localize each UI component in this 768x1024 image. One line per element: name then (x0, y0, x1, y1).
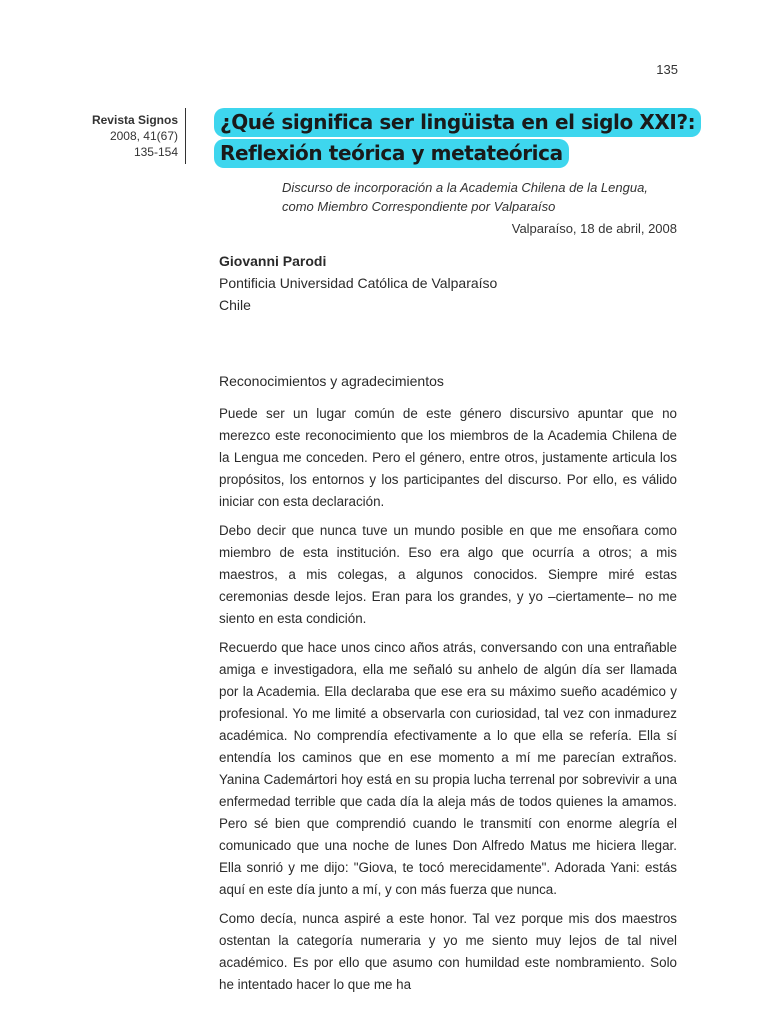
date-line: Valparaíso, 18 de abril, 2008 (511, 221, 677, 236)
author-block (219, 250, 497, 316)
subtitle-line-1: Discurso de incorporación a la Academia Chilena de la Lengua, (282, 180, 648, 195)
title-line-2: Reflexión teórica y metateórica (214, 139, 569, 168)
journal-pages: 135-154 (133, 145, 178, 159)
subtitle (282, 178, 648, 216)
author-country: Chile (219, 297, 251, 313)
paragraph: Debo decir que nunca tuve un mundo posible en que me ensoñara como miembro de esta institución. Eso era algo que ocurría a otros; a mis maestros, a mis colegas, a algunos conocidos. Siempre miré estas ceremonias desde lejos. Eran para los grandes, y yo –ciertamente– no me siento en esta condición. (219, 523, 677, 626)
paragraph: Recuerdo que hace unos cinco años atrás, conversando con una entrañable amiga e investigadora, ella me señaló su anhelo de algún día ser llamada por la Academia. Ella declaraba que ese era su máximo sueño académico y profesional. Yo me limité a observarla con curiosidad, tal vez con inmadurez académica. No comprendía efectivamente a lo que ella se refería. Ella sí entendía los caminos que en ese momento a mí me parecían extraños. Yanina Cademártori hoy está en su propia lucha terrenal por sobrevivir a una enfermedad terrible que cada día la aleja más de todos quienes la amamos. Pero sé bien que comprendió cuando le transmití con enorme alegría el comunicado que una noche de lunes Don Alfredo Matus me hiciera llegar. Ella sonrió y me dijo: "Giova, te tocó merecidamente". Adorada Yani: estás aquí en este día junto a mí, y con más fuerza que nunca. (219, 640, 677, 897)
page-number: 135 (656, 62, 678, 77)
journal-divider (185, 108, 186, 164)
journal-volume: 2008, 41(67) (109, 129, 178, 143)
article-title (214, 108, 701, 170)
paragraph: Como decía, nunca aspiré a este honor. Tal vez porque mis dos maestros ostentan la categoría numeraria y yo me siento muy lejos de tal nivel académico. Es por ello que asumo con humildad este nombramiento. Solo he intentado hacer lo que me ha (219, 911, 677, 992)
section-heading: Reconocimientos y agradecimientos (219, 373, 444, 389)
subtitle-line-2: como Miembro Correspondiente por Valparaíso (282, 199, 556, 214)
author-affiliation: Pontificia Universidad Católica de Valparaíso (219, 275, 498, 291)
body-text (219, 403, 677, 1003)
journal-info (80, 112, 178, 160)
author-name: Giovanni Parodi (219, 253, 327, 269)
paragraph: Puede ser un lugar común de este género discursivo apuntar que no merezco este reconocimiento que los miembros de la Academia Chilena de la Lengua me conceden. Pero el género, entre otros, justamente articula los propósitos, los entornos y los participantes del discurso. Por ello, es válido iniciar con esta declaración. (219, 406, 677, 509)
title-line-1: ¿Qué significa ser lingüista en el siglo XXI?: (214, 108, 701, 137)
journal-name: Revista Signos (91, 113, 178, 127)
